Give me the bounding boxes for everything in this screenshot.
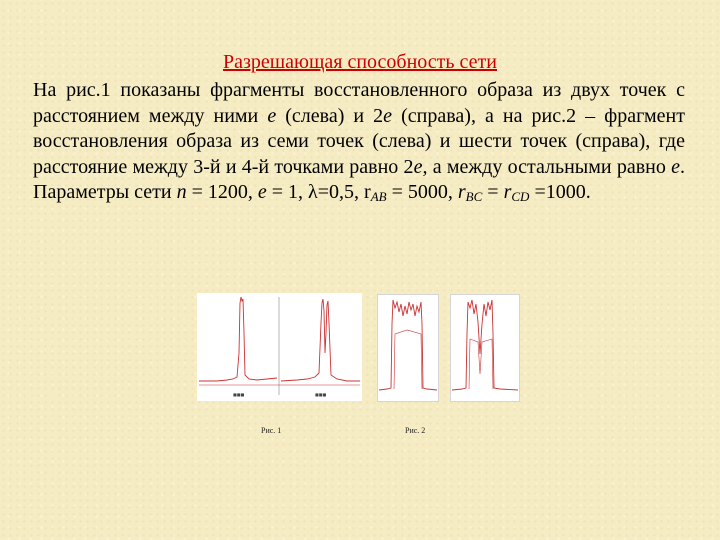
- slide-title: Разрешающая способность сети: [223, 51, 497, 73]
- curve-seven-points: [379, 300, 437, 390]
- text-run: =1000.: [529, 181, 591, 203]
- text-run: . Параметры сети: [33, 155, 685, 203]
- figure-2-right-plot: [450, 294, 520, 402]
- curve-right: [281, 299, 360, 381]
- symbol-e: e,: [413, 155, 428, 178]
- symbol-e: e: [257, 181, 267, 203]
- text-run: = 5000,: [386, 181, 458, 203]
- figure-1-caption: Рис. 1: [261, 426, 282, 435]
- axis-tick: ■■■: [315, 392, 327, 397]
- symbol-e: e: [383, 104, 393, 127]
- inner-curve: [469, 339, 493, 389]
- symbol-e: e: [671, 155, 680, 178]
- figure-1-svg: [197, 293, 362, 401]
- figure-1-plot: [197, 293, 362, 401]
- curve-left: [199, 297, 277, 381]
- text-run: На рис.1 показаны фрагменты восстановленного образа из двух точек с расстоянием между ними: [33, 79, 685, 127]
- text-run: =: [482, 181, 504, 203]
- body-paragraph: [33, 78, 685, 206]
- inner-curve: [394, 330, 422, 389]
- text-run: (слева) и 2: [276, 104, 384, 127]
- text-run: = 1, λ=0,5,: [266, 181, 365, 203]
- text-run: (справа), а на рис.2 – фрагмент восстановления образа из семи точек (слева) и шести точек (справа), где расстояние между 3-й и 4-й точками равно 2: [33, 104, 685, 178]
- figure-2-left-plot: [377, 294, 439, 402]
- text-run: = 1200,: [186, 181, 258, 203]
- text-run: а между остальными равно: [427, 155, 672, 178]
- axis-tick: ■■■: [233, 392, 245, 397]
- symbol-n: n: [176, 181, 187, 203]
- symbol-e: e: [267, 104, 277, 127]
- symbol-r-ab: $r_{AB}$: [364, 181, 387, 204]
- symbol-r-cd: $r_{CD}$: [503, 181, 530, 204]
- figure-2-caption: Рис. 2: [405, 426, 426, 435]
- symbol-r-bc: $r_{BC}$: [457, 181, 483, 204]
- figure-2-left-svg: [377, 294, 439, 402]
- curve-six-points: [452, 300, 518, 390]
- figure-2-right-svg: [450, 294, 520, 402]
